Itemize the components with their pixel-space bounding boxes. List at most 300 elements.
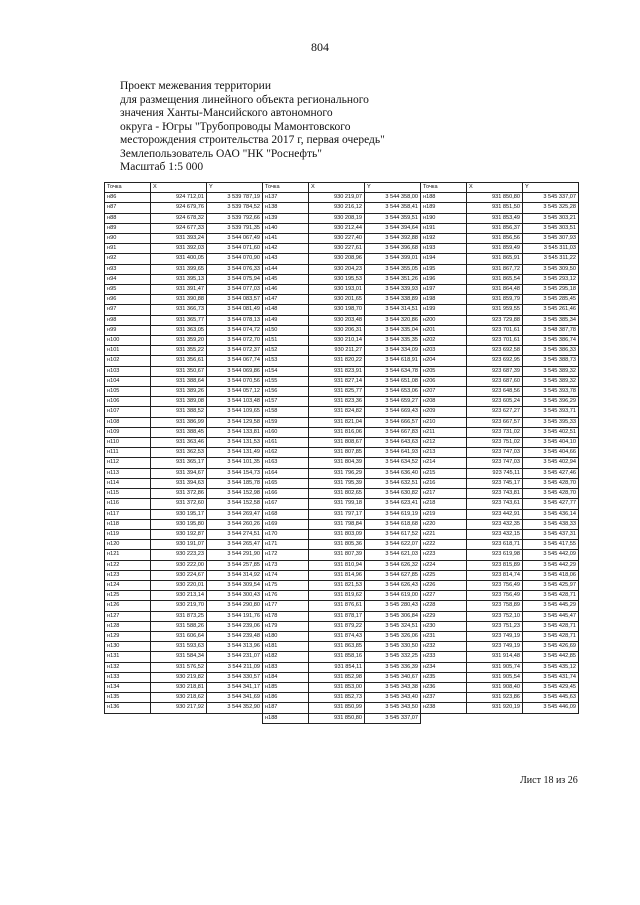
table-cell: н234	[421, 662, 467, 672]
table-cell: н146	[263, 285, 309, 295]
table-cell: 931 850,80	[309, 713, 365, 723]
table-cell: 931 796,29	[309, 468, 365, 478]
table-cell: н86	[105, 193, 151, 203]
table-cell: н119	[105, 529, 151, 539]
table-cell: 923 432,15	[467, 529, 523, 539]
table-cell: 3 545 388,73	[523, 356, 579, 366]
table-cell: 3 544 320,86	[365, 315, 421, 325]
table-cell: 923 751,23	[467, 621, 523, 631]
table-row	[105, 529, 579, 539]
table-row	[105, 397, 579, 407]
table-cell: 3 539 792,66	[207, 213, 263, 223]
table-cell: н147	[263, 295, 309, 305]
table-cell: 3 544 338,89	[365, 295, 421, 305]
table-cell: 3 545 429,45	[523, 682, 579, 692]
table-cell: н100	[105, 336, 151, 346]
table-row	[105, 336, 579, 346]
table-row	[105, 550, 579, 560]
table-cell: н194	[421, 254, 467, 264]
table-cell: н115	[105, 489, 151, 499]
table-cell: н214	[421, 458, 467, 468]
table-cell: 931 795,39	[309, 478, 365, 488]
table-cell: н195	[421, 264, 467, 274]
column-header: X	[151, 183, 207, 193]
table-cell: 3 545 311,03	[523, 244, 579, 254]
table-cell: 3 545 324,51	[365, 621, 421, 631]
table-cell: 931 355,22	[151, 346, 207, 356]
title-line: округа - Югры "Трубопроводы Мамонтовского	[120, 120, 351, 133]
table-row	[105, 631, 579, 641]
table-cell: 3 544 131,53	[207, 438, 263, 448]
table-cell: 3 544 632,51	[365, 478, 421, 488]
table-cell: 3 544 152,98	[207, 489, 263, 499]
title-line: Землепользователь ОАО "НК "Роснефть"	[120, 147, 322, 160]
table-row	[105, 295, 579, 305]
table-cell: 3 545 343,40	[365, 693, 421, 703]
table-cell: н204	[421, 356, 467, 366]
table-cell: 3 544 083,57	[207, 295, 263, 305]
table-cell: 3 544 071,60	[207, 244, 263, 254]
table-cell: н95	[105, 285, 151, 295]
table-cell: н135	[105, 693, 151, 703]
table-cell: 931 395,13	[151, 274, 207, 284]
table-cell: 930 222,00	[151, 560, 207, 570]
table-cell: 3 545 437,31	[523, 529, 579, 539]
table-cell: 3 544 653,06	[365, 387, 421, 397]
table-cell: н144	[263, 264, 309, 274]
column-header: Y	[207, 183, 263, 193]
table-cell: н227	[421, 591, 467, 601]
table-cell: н202	[421, 336, 467, 346]
table-cell: 930 216,12	[309, 203, 365, 213]
table-cell: 930 211,27	[309, 346, 365, 356]
table-cell: н131	[105, 652, 151, 662]
table-cell: н149	[263, 315, 309, 325]
table-cell: 930 227,40	[309, 234, 365, 244]
table-cell: н221	[421, 529, 467, 539]
sheet-label: Лист 18 из 26	[520, 775, 578, 786]
table-cell: н187	[263, 703, 309, 713]
table-cell: 3 545 303,21	[523, 213, 579, 223]
table-cell: 931 388,52	[151, 407, 207, 417]
table-cell: н112	[105, 458, 151, 468]
table-cell: 931 865,91	[467, 254, 523, 264]
table-cell: 3 545 386,33	[523, 346, 579, 356]
table-cell: н132	[105, 662, 151, 672]
table-cell: 3 544 239,48	[207, 631, 263, 641]
table-cell: 923 747,03	[467, 458, 523, 468]
table-cell: н101	[105, 346, 151, 356]
table-cell: н219	[421, 509, 467, 519]
table-cell: 930 217,92	[151, 703, 207, 713]
table-cell: 3 545 280,43	[365, 601, 421, 611]
table-cell: 923 605,24	[467, 397, 523, 407]
table-cell: 931 372,86	[151, 489, 207, 499]
table-cell: н232	[421, 642, 467, 652]
table-cell: 3 545 404,10	[523, 438, 579, 448]
table-cell: 931 391,47	[151, 285, 207, 295]
table-cell: н238	[421, 703, 467, 713]
title-line: для размещения линейного объекта регионального	[120, 93, 369, 106]
table-cell: 3 544 636,40	[365, 468, 421, 478]
table-cell: н190	[421, 213, 467, 223]
table-cell: 930 213,14	[151, 591, 207, 601]
table-cell: 923 749,19	[467, 631, 523, 641]
table-cell: 923 442,91	[467, 509, 523, 519]
table-cell	[523, 713, 579, 723]
table-cell: 931 819,62	[309, 591, 365, 601]
table-cell: 931 856,56	[467, 234, 523, 244]
table-cell: 931 914,48	[467, 652, 523, 662]
table-cell: 3 545 309,50	[523, 264, 579, 274]
table-row	[105, 509, 579, 519]
table-row	[105, 203, 579, 213]
table-cell: 3 545 326,06	[365, 631, 421, 641]
table-cell: 3 545 428,71	[523, 591, 579, 601]
table-cell: 3 544 290,80	[207, 601, 263, 611]
table-cell: н208	[421, 397, 467, 407]
table-cell: 3 544 641,93	[365, 448, 421, 458]
document-title	[120, 80, 500, 175]
table-cell: н191	[421, 223, 467, 233]
table-cell: 3 545 386,74	[523, 336, 579, 346]
table-cell: 3 544 076,33	[207, 264, 263, 274]
table-cell: 3 545 385,34	[523, 315, 579, 325]
table-cell: 3 544 621,03	[365, 550, 421, 560]
table-cell: 3 544 335,04	[365, 325, 421, 335]
table-cell: 3 539 791,35	[207, 223, 263, 233]
table-cell: 3 545 389,32	[523, 376, 579, 386]
table-cell: н176	[263, 591, 309, 601]
table-cell: н233	[421, 652, 467, 662]
table-cell: 923 701,61	[467, 336, 523, 346]
table-cell: 931 853,49	[467, 213, 523, 223]
coordinates-table	[104, 182, 579, 724]
table-cell: 931 905,54	[467, 672, 523, 682]
table-cell: 3 544 618,91	[365, 356, 421, 366]
table-cell: 931 850,99	[309, 703, 365, 713]
table-cell: 931 359,20	[151, 336, 207, 346]
table-cell: 923 701,61	[467, 325, 523, 335]
table-cell: 931 606,64	[151, 631, 207, 641]
table-cell: 3 544 396,68	[365, 244, 421, 254]
table-row	[105, 285, 579, 295]
table-cell: н161	[263, 438, 309, 448]
table-cell: 3 545 428,71	[523, 631, 579, 641]
table-cell: 931 798,84	[309, 519, 365, 529]
table-row	[105, 489, 579, 499]
table-cell: 931 804,39	[309, 458, 365, 468]
table-row	[105, 193, 579, 203]
table-cell: 3 544 291,90	[207, 550, 263, 560]
table-cell: 924 678,32	[151, 213, 207, 223]
table-cell: 3 544 185,78	[207, 478, 263, 488]
table-cell: н121	[105, 550, 151, 560]
table-cell: 923 751,02	[467, 438, 523, 448]
table-cell: н117	[105, 509, 151, 519]
table-cell: 3 544 617,52	[365, 529, 421, 539]
table-cell: н167	[263, 499, 309, 509]
table-cell: н230	[421, 621, 467, 631]
table-cell: н129	[105, 631, 151, 641]
table-cell: 3 545 261,46	[523, 305, 579, 315]
table-cell: н114	[105, 478, 151, 488]
title-line: Масштаб 1:5 000	[120, 161, 204, 173]
table-cell: н163	[263, 458, 309, 468]
table-cell: 923 745,17	[467, 478, 523, 488]
table-cell: н172	[263, 550, 309, 560]
table-cell: н198	[421, 295, 467, 305]
table-cell: 930 227,61	[309, 244, 365, 254]
table-cell: 931 593,63	[151, 642, 207, 652]
table-cell: 3 544 057,12	[207, 387, 263, 397]
table-cell: 931 389,08	[151, 397, 207, 407]
table-cell: 931 807,85	[309, 448, 365, 458]
table-cell: 931 850,80	[467, 193, 523, 203]
table-cell: 3 545 428,70	[523, 489, 579, 499]
table-cell: 931 392,03	[151, 244, 207, 254]
table-cell: 3 545 442,29	[523, 560, 579, 570]
table-cell: 3 544 314,92	[207, 570, 263, 580]
table-row	[105, 264, 579, 274]
table-cell: 923 758,89	[467, 601, 523, 611]
table-cell: н215	[421, 468, 467, 478]
table-cell: 930 208,19	[309, 213, 365, 223]
table-cell: 931 399,65	[151, 264, 207, 274]
table-cell: 3 544 341,17	[207, 682, 263, 692]
table-cell: 3 544 394,64	[365, 223, 421, 233]
table-cell: 3 544 109,65	[207, 407, 263, 417]
table-cell: 3 544 129,58	[207, 417, 263, 427]
table-cell: 930 208,96	[309, 254, 365, 264]
table-cell: н141	[263, 234, 309, 244]
table-cell: н118	[105, 519, 151, 529]
table-cell: н145	[263, 274, 309, 284]
table-cell: н197	[421, 285, 467, 295]
table-cell: н188	[263, 713, 309, 723]
table-cell: 3 544 335,35	[365, 336, 421, 346]
table-cell: 931 823,36	[309, 397, 365, 407]
table-cell: н109	[105, 427, 151, 437]
table-cell: н98	[105, 315, 151, 325]
table-cell: 930 218,81	[151, 682, 207, 692]
table-cell: 3 545 426,69	[523, 642, 579, 652]
table-row	[105, 693, 579, 703]
table-cell: н157	[263, 397, 309, 407]
table-cell: 931 363,05	[151, 325, 207, 335]
table-cell: н182	[263, 652, 309, 662]
table-cell: н231	[421, 631, 467, 641]
table-cell: н106	[105, 397, 151, 407]
table-cell: 3 545 340,67	[365, 672, 421, 682]
table-cell: н159	[263, 417, 309, 427]
table-cell: н122	[105, 560, 151, 570]
table-cell: 3 545 395,33	[523, 417, 579, 427]
table-cell: 3 544 399,01	[365, 254, 421, 264]
table-cell: 931 386,99	[151, 417, 207, 427]
table-cell: 931 365,77	[151, 315, 207, 325]
table-cell: 931 365,17	[151, 458, 207, 468]
table-cell: 3 539 787,19	[207, 193, 263, 203]
table-cell: 3 544 260,26	[207, 519, 263, 529]
table-cell: 3 544 067,74	[207, 356, 263, 366]
table-cell: 931 394,63	[151, 478, 207, 488]
table-cell: н199	[421, 305, 467, 315]
table-cell: 930 204,23	[309, 264, 365, 274]
table-cell: н134	[105, 682, 151, 692]
table-row	[105, 713, 579, 723]
table-cell: н193	[421, 244, 467, 254]
table-cell: 3 545 428,71	[523, 621, 579, 631]
table-cell: 931 814,96	[309, 570, 365, 580]
table-row	[105, 662, 579, 672]
title-line: Проект межевания территории	[120, 80, 271, 92]
table-cell: 930 193,01	[309, 285, 365, 295]
table-cell: н200	[421, 315, 467, 325]
table-cell: 930 219,82	[151, 672, 207, 682]
table-cell: 931 879,22	[309, 621, 365, 631]
table-cell: 3 544 067,49	[207, 234, 263, 244]
table-row	[105, 254, 579, 264]
table-cell: н181	[263, 642, 309, 652]
table-cell: 3 545 389,32	[523, 366, 579, 376]
table-cell: н206	[421, 376, 467, 386]
table-cell: 923 627,27	[467, 407, 523, 417]
table-row	[105, 478, 579, 488]
table-cell: н137	[263, 193, 309, 203]
table-cell: н97	[105, 305, 151, 315]
table-cell: н103	[105, 366, 151, 376]
table-row	[105, 570, 579, 580]
table-cell: н218	[421, 499, 467, 509]
table-cell: 3 545 417,55	[523, 540, 579, 550]
table-cell: 3 544 078,13	[207, 315, 263, 325]
table-cell: 3 544 358,41	[365, 203, 421, 213]
table-cell: н217	[421, 489, 467, 499]
table-cell: 3 545 343,50	[365, 703, 421, 713]
table-cell: 931 923,86	[467, 693, 523, 703]
table-cell: 931 799,18	[309, 499, 365, 509]
table-cell: 3 545 431,74	[523, 672, 579, 682]
table-cell: н124	[105, 580, 151, 590]
table-cell: 3 544 392,88	[365, 234, 421, 244]
table-cell: 3 545 311,22	[523, 254, 579, 264]
table-cell: 931 823,91	[309, 366, 365, 376]
table-cell: н90	[105, 234, 151, 244]
table-cell: 931 807,39	[309, 550, 365, 560]
table-cell: 3 544 355,05	[365, 264, 421, 274]
table-cell: 931 863,85	[309, 642, 365, 652]
table-cell: н224	[421, 560, 467, 570]
table-cell: 931 576,52	[151, 662, 207, 672]
table-cell: 931 874,43	[309, 631, 365, 641]
table-cell: 931 859,49	[467, 244, 523, 254]
table-cell: 923 743,81	[467, 489, 523, 499]
table-cell: н173	[263, 560, 309, 570]
table-row	[105, 580, 579, 590]
table-cell: н155	[263, 376, 309, 386]
table-cell: н125	[105, 591, 151, 601]
table-cell: 3 545 445,47	[523, 611, 579, 621]
table-cell: 930 191,07	[151, 540, 207, 550]
table-cell: н126	[105, 601, 151, 611]
table-cell: н88	[105, 213, 151, 223]
table-cell: н205	[421, 366, 467, 376]
table-cell: 923 814,74	[467, 570, 523, 580]
table-cell: н102	[105, 356, 151, 366]
table-cell: н188	[421, 193, 467, 203]
table-cell: н104	[105, 376, 151, 386]
table-cell: н210	[421, 417, 467, 427]
table-cell: н166	[263, 489, 309, 499]
table-cell: 930 206,31	[309, 325, 365, 335]
table-cell: 3 544 627,85	[365, 570, 421, 580]
table-row	[105, 438, 579, 448]
table-cell: 923 687,39	[467, 366, 523, 376]
column-header: Точка	[105, 183, 151, 193]
table-cell: 3 545 330,50	[365, 642, 421, 652]
table-cell: 931 797,17	[309, 509, 365, 519]
table-cell: 3 544 313,96	[207, 642, 263, 652]
table-cell: 3 544 619,19	[365, 509, 421, 519]
table-row	[105, 519, 579, 529]
table-cell: 3 544 072,37	[207, 346, 263, 356]
table-cell: 931 803,09	[309, 529, 365, 539]
table-cell: 923 687,60	[467, 376, 523, 386]
table-cell: 3 544 352,90	[207, 703, 263, 713]
table-cell: 3 544 634,78	[365, 366, 421, 376]
table-cell: 3 544 257,85	[207, 560, 263, 570]
table-row	[105, 601, 579, 611]
table-cell: 923 692,95	[467, 356, 523, 366]
table-cell: 3 544 622,07	[365, 540, 421, 550]
table-cell: 931 363,46	[151, 438, 207, 448]
table-cell: 3 544 643,63	[365, 438, 421, 448]
table-cell: 931 827,14	[309, 376, 365, 386]
table-cell: 923 743,61	[467, 499, 523, 509]
table-cell: 930 212,44	[309, 223, 365, 233]
table-cell: 930 201,65	[309, 295, 365, 305]
table-cell: 930 203,48	[309, 315, 365, 325]
table-cell: н162	[263, 448, 309, 458]
table-cell: 930 224,67	[151, 570, 207, 580]
table-cell: н235	[421, 672, 467, 682]
table-cell	[207, 713, 263, 723]
table-row	[105, 325, 579, 335]
table-cell: 930 219,07	[309, 193, 365, 203]
table-cell: н110	[105, 438, 151, 448]
table-cell: 931 356,61	[151, 356, 207, 366]
table-cell: 3 544 341,69	[207, 693, 263, 703]
table-cell: 931 362,53	[151, 448, 207, 458]
table-cell: 3 544 619,00	[365, 591, 421, 601]
table-cell: 923 692,58	[467, 346, 523, 356]
title-line: значения Ханты-Мансийского автономного	[120, 107, 333, 119]
table-cell: н168	[263, 509, 309, 519]
table-cell: 931 810,94	[309, 560, 365, 570]
table-cell: 3 544 133,81	[207, 427, 263, 437]
table-cell: 3 544 651,08	[365, 376, 421, 386]
table-cell: 3 544 191,76	[207, 611, 263, 621]
table-cell: н116	[105, 499, 151, 509]
table-cell: н130	[105, 642, 151, 652]
column-header: Точка	[421, 183, 467, 193]
table-cell: н87	[105, 203, 151, 213]
table-cell: 3 539 784,52	[207, 203, 263, 213]
table-cell: 3 544 103,48	[207, 397, 263, 407]
table-cell: 923 815,89	[467, 560, 523, 570]
table-row	[105, 448, 579, 458]
